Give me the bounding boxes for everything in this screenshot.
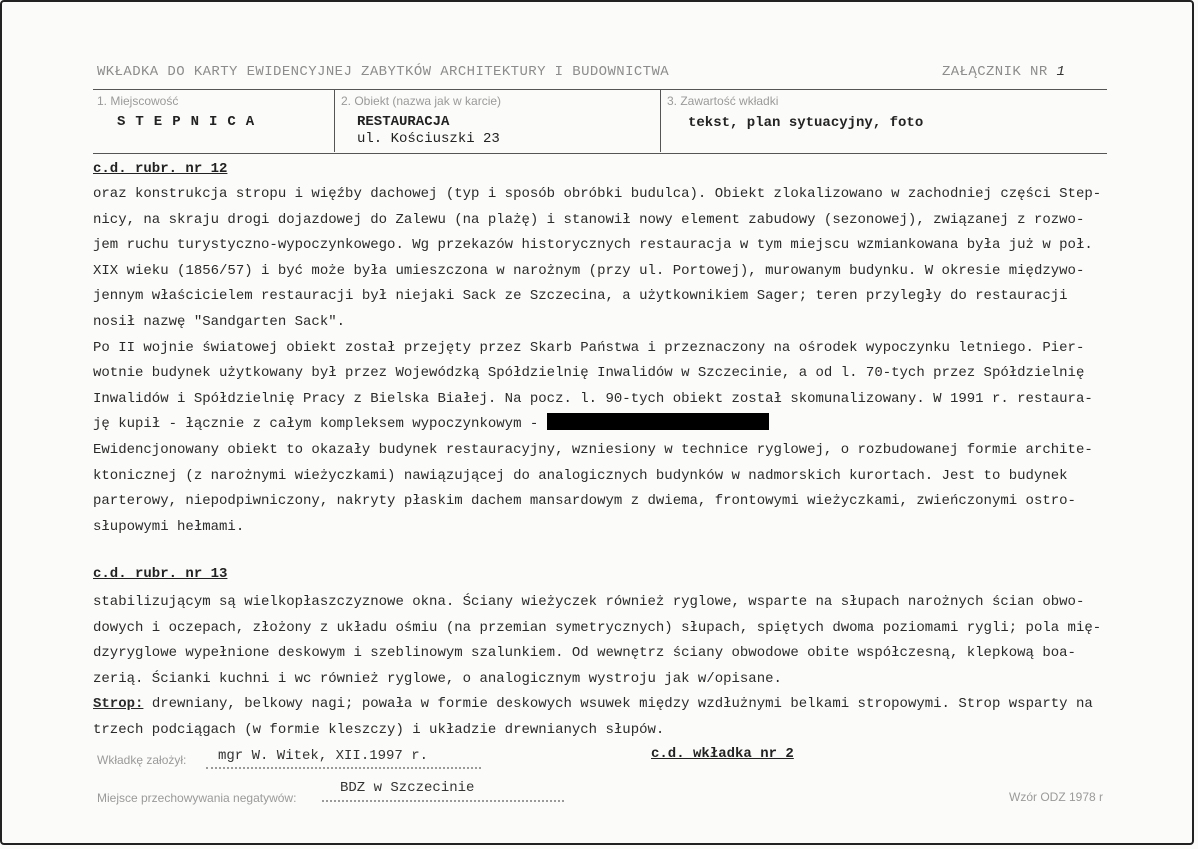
object-value-address: ul. Kościuszki 23 — [357, 131, 500, 147]
table-top-rule — [93, 89, 1107, 90]
section-12-line: ktonicznej (z narożnymi wieżyczkami) nawiązującej do analogicznych budynków w nadmorskich kurortach. Jest to budynek — [93, 467, 1068, 484]
table-bottom-rule — [93, 153, 1107, 154]
compiled-by-label: Wkładkę założył: — [97, 753, 187, 767]
section-12-line: jem ruchu turystyczno-wypoczynkowego. Wg przekazów historycznych restauracja w tym miejscu wzmiankowana była już w poł. — [93, 237, 1093, 254]
document-title: WKŁADKA DO KARTY EWIDENCYJNEJ ZABYTKÓW ARCHITEKTURY I BUDOWNICTWA — [97, 64, 670, 80]
section-12-line: słupowymi hełmami. — [93, 518, 245, 535]
section-13-line: dowych i oczepach, złożony z układu ośmiu (na przemian symetrycznych) słupach, spiętych dwoma poziomami rygli; pola mię- — [93, 619, 1102, 636]
section-12-line: Ewidencjonowany obiekt to okazały budynek restauracyjny, wzniesiony w technice ryglowej, o rozbudowanej formie archite- — [93, 441, 1093, 458]
section-12-line: wotnie budynek użytkowany był przez Wojewódzką Spółdzielnię Inwalidów w Szczecinie, a od l. 70-tych przez Spółdzielnię — [93, 365, 1085, 382]
storage-value: BDZ w Szczecinie — [340, 780, 475, 796]
object-value-name: RESTAURACJA — [357, 114, 450, 130]
section-12-line: parterowy, niepodpiwniczony, nakryty płaskim dachem mansardowym z dwiema, frontowymi wieżyczkami, zwieńczonymi ostro- — [93, 493, 1076, 510]
section-13-label: c.d. rubr. nr 13 — [93, 566, 228, 582]
section-13-line: stabilizującym są wielkopłaszczyznowe okna. Ściany wieżyczek również ryglowe, wsparte na słupach narożnych ścian obwo- — [93, 594, 1085, 610]
section-12-line-redacted — [93, 412, 1123, 438]
section-13-line: dzyryglowe wypełnione deskowym i szeblinowym szalunkiem. Od wewnętrz ściany obwodowe obite współczesną, klepkową boa- — [93, 645, 1076, 662]
object-label: 2. Obiekt (nazwa jak w karcie) — [341, 94, 502, 108]
section-13-line: trzech podciągach (w formie kleszczy) i układzie drewnianych słupów. — [93, 721, 665, 738]
strop-line — [93, 692, 1123, 718]
section-12-line: oraz konstrukcja stropu i więźby dachowej (typ i sposób obróbki budulca). Obiekt zlokalizowano w zachodniej części Step- — [93, 186, 1102, 202]
section-12-line: nosił nazwę "Sandgarten Sack". — [93, 313, 346, 330]
strop-text: drewniany, belkowy nagi; powała w formie deskowych wsuwek między wzdłużnymi belkami stropowymi. Strop wsparty na — [143, 696, 1093, 713]
section-12-line: XIX wieku (1856/57) i być może była umieszczona w narożnym (przy ul. Portowej), murowanym budynku. W okresie międzywo- — [93, 262, 1085, 279]
compiled-by-value: mgr W. Witek, XII.1997 r. — [218, 748, 429, 764]
form-code: Wzór ODZ 1978 r — [1009, 790, 1104, 804]
annex-label-text: ZAŁĄCZNIK NR — [942, 64, 1048, 80]
section-13-text — [93, 590, 1123, 744]
compiled-by-dotted-line — [206, 767, 481, 769]
section-12-line-text: ję kupił - łącznie z całym kompleksem wypoczynkowym - — [93, 416, 539, 433]
table-divider-2 — [660, 90, 661, 152]
contents-value: tekst, plan sytuacyjny, foto — [688, 115, 924, 131]
annex-label — [942, 64, 1065, 80]
storage-dotted-line — [322, 800, 564, 802]
locality-label: 1. Miejscowość — [97, 94, 179, 108]
locality-value: STEPNICA — [117, 114, 265, 130]
storage-label: Miejsce przechowywania negatywów: — [97, 791, 297, 805]
section-12-line: Inwalidów i Spółdzielnię Pracy z Bielska Białej. Na pocz. l. 90-tych obiekt został skomunalizowany. W 1991 r. restaura- — [93, 390, 1093, 407]
section-12-label: c.d. rubr. nr 12 — [93, 161, 228, 177]
table-divider-1 — [334, 90, 335, 152]
strop-label: Strop: — [93, 696, 144, 713]
section-12-line: jennym właścicielem restauracji był niejaki Sack ze Szczecina, a użytkownikiem Sager; teren przyległy do restauracji — [93, 288, 1068, 305]
annex-number: 1 — [1056, 64, 1066, 80]
section-12-line: Po II wojnie światowej obiekt został przejęty przez Skarb Państwa i przeznaczony na ośrodek wypoczynku letniego. Pier- — [93, 339, 1085, 356]
section-12-text — [93, 182, 1123, 540]
section-13-line: zerią. Ścianki kuchni i wc również ryglowe, o analogicznym wystroju jak w/opisane. — [93, 670, 782, 687]
section-12-line: nicy, na skraju drogi dojazdowej do Zalewu (na plażę) i stanowił nowy element zabudowy (sezonowej), związanej z rozwo- — [93, 211, 1085, 228]
next-insert-reference: c.d. wkładka nr 2 — [651, 746, 794, 762]
contents-label: 3. Zawartość wkładki — [667, 94, 779, 108]
redaction-bar — [547, 413, 769, 430]
